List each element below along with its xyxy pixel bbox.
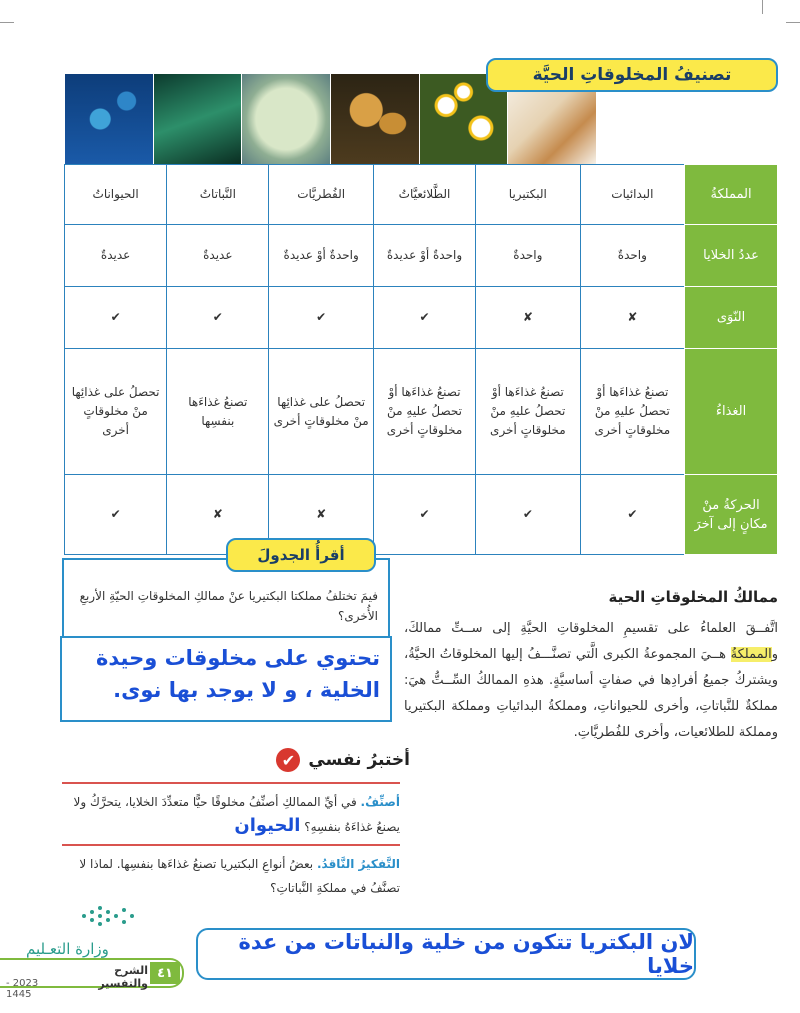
table-cell: عديدةٌ <box>167 225 269 287</box>
protist-photo <box>241 74 330 164</box>
divider <box>62 844 400 846</box>
table-cell: واحدةٌ <box>476 225 581 287</box>
check-icon: ✔ <box>373 475 475 555</box>
read-table-question: فيمَ تختلفُ مملكتا البكتيريا عنْ ممالكِ المخلوقاتِ الحيّةِ الأربعِ الأُخرى؟ <box>62 558 390 638</box>
handwritten-answer-1: تحتوي على مخلوقات وحيدة الخلية ، و لا يوجد بها نوى. <box>60 636 392 722</box>
question-1: أصنِّفُ. في أيِّ الممالكِ أصنِّفُ مخلوقًا حيًّا متعدِّدَ الخلايا، يتحرَّكُ ولا يصنعُ غذاءَهُ بنفسِهِ؟ الحيوان <box>73 795 400 836</box>
test-yourself-title: أختبرُ نفسي ✔ <box>240 744 410 776</box>
table-row <box>65 287 778 349</box>
cross-icon: ✘ <box>476 287 581 349</box>
table-header-cell: الطَّلائعيَّاتُ <box>373 165 475 225</box>
cross-icon: ✘ <box>580 287 685 349</box>
table-cell: واحدةٌ أوْ عديدةٌ <box>269 225 374 287</box>
read-table-tag: أقرأُ الجدولَ <box>226 538 376 572</box>
table-row <box>65 225 778 287</box>
table-cell: تصنعُ غذاءَها بنفسِها <box>167 349 269 475</box>
table-cell: واحدةٌ <box>580 225 685 287</box>
table-header-cell: البكتيريا <box>476 165 581 225</box>
crop-mark <box>0 22 14 23</box>
row-label: عددُ الخلايا <box>685 225 778 287</box>
page-number: ٤١ <box>150 962 180 984</box>
row-label: الغذاءُ <box>685 349 778 475</box>
table-cell: تصنعُ غذاءَها أوْ تحصلُ عليهِ منْ مخلوقاتٍ أخرى <box>373 349 475 475</box>
archaea-photo <box>64 74 153 164</box>
table-cell: تصنعُ غذاءَها أوْ تحصلُ عليهِ منْ مخلوقاتٍ أخرى <box>476 349 581 475</box>
table-header-cell: الفُطريَّات <box>269 165 374 225</box>
section-banner: تصنيفُ المخلوقاتِ الحيَّة <box>486 58 778 92</box>
check-icon: ✔ <box>269 287 374 349</box>
check-icon: ✔ <box>276 748 300 772</box>
section-body: اتَّفــقَ العلماءُ على تقسيمِ المخلوقاتِ الحيَّةِ إلى ســتِّ ممالكَ، والمملكةُ هــيَ المجموعةُ الكبرى الَّتي تصنَّـــفُ إليها المخلوقاتُ الحيَّةُ، ويشتركُ جميعُ أفرادِها في صفاتٍ أساسيَّةٍ. هذهِ الممالكُ السِّــتُّ هيَ: مملكةٌ للنَّباتاتِ، وأخرى للحيواناتِ، ومملكةُ البدائياتِ ومملكة البكتيريا ومملكة للطلائعيات، وأخرى للفُطريَّاتِ. <box>404 621 778 740</box>
edition-year: 2023 - 1445 <box>6 978 39 1000</box>
bacteria-photo <box>153 74 242 164</box>
question-2: التَّفكيرُ النَّاقدُ. بعضُ أنواعِ البكتيريا تصنعُ غذاءَها بنفسِها. لماذا لا تصنَّفُ في مملكةِ النَّباتاتِ؟ <box>79 857 400 895</box>
divider <box>62 782 400 784</box>
table-row <box>65 475 778 555</box>
table-row <box>65 349 778 475</box>
check-icon: ✔ <box>65 287 167 349</box>
table-cell: تصنعُ غذاءَها أوْ تحصلُ عليهِ منْ مخلوقاتٍ أخرى <box>580 349 685 475</box>
table-cell: تحصلُ على غذائِها منْ مخلوقاتٍ أخرى <box>65 349 167 475</box>
fungi-photo <box>330 74 419 164</box>
table-header-cell: البدائيات <box>580 165 685 225</box>
table-header-cell: المملكةُ <box>685 165 778 225</box>
ministry-logo-icon <box>74 900 184 932</box>
handwritten-answer-2: لان البكتريا تتكون من خلية والنباتات من عدة خلايا <box>196 928 696 980</box>
handwritten-answer-q1: الحيوان <box>234 815 301 836</box>
table-header-cell: النَّباتاتُ <box>167 165 269 225</box>
cross-icon: ✘ <box>167 475 269 555</box>
check-icon: ✔ <box>167 287 269 349</box>
ministry-name: وزارة التعـليم <box>26 940 109 958</box>
section-title: ممالكُ المخلوقاتِ الحية <box>608 588 778 606</box>
classification-table <box>64 164 778 555</box>
table-header-cell: الحيواناتُ <box>65 165 167 225</box>
page-section-label: الشرح والتفسير <box>98 964 148 990</box>
table-cell: تحصلُ على غذائِها منْ مخلوقاتٍ أخرى <box>269 349 374 475</box>
highlighted-term: المملكةُ <box>730 647 772 662</box>
cross-icon: ✘ <box>269 475 374 555</box>
check-icon: ✔ <box>373 287 475 349</box>
check-icon: ✔ <box>65 475 167 555</box>
crop-mark <box>786 22 800 23</box>
crop-mark <box>762 0 763 14</box>
row-label: الحركةُ منْ مكانٍ إلى آخرَ <box>685 475 778 555</box>
check-icon: ✔ <box>476 475 581 555</box>
row-label: النّوَى <box>685 287 778 349</box>
table-row <box>65 165 778 225</box>
check-icon: ✔ <box>580 475 685 555</box>
table-cell: واحدةٌ أوْ عديدةٌ <box>373 225 475 287</box>
table-cell: عديدةٌ <box>65 225 167 287</box>
